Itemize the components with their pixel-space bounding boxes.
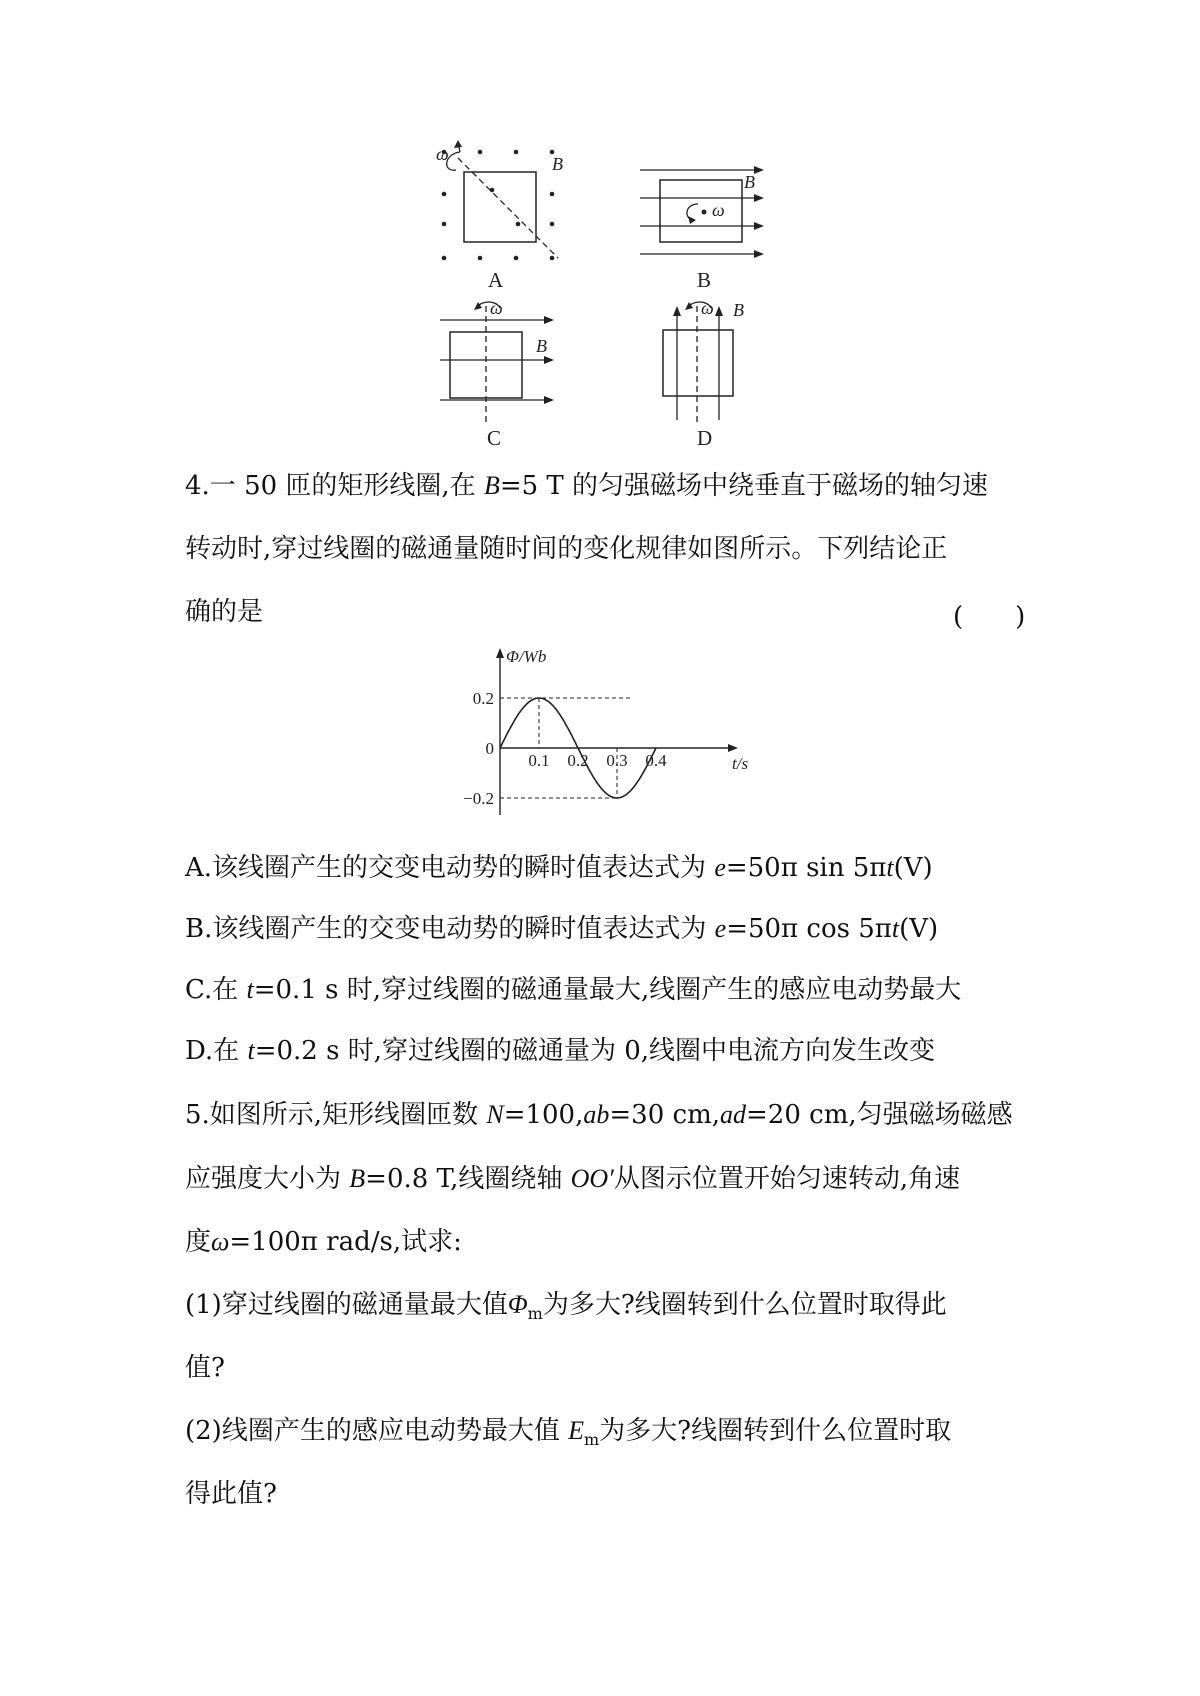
omega-symbol: ω: [712, 200, 725, 220]
answer-bracket: ( ): [953, 602, 1026, 632]
x-tick-label: 0.3: [606, 751, 628, 770]
option-d[interactable]: D.在 t=0.2 s 时,穿过线圈的磁通量为 0,线圈中电流方向发生改变: [185, 1036, 936, 1066]
axis-dot: [702, 210, 707, 215]
figure-c: [430, 300, 560, 425]
q5-stem-line3: 度ω=100π rad/s,试求:: [185, 1227, 462, 1257]
y-axis-arrow: [496, 648, 504, 658]
x-axis-label: t/s: [732, 754, 749, 773]
x-axis-arrow: [728, 744, 738, 752]
option-c[interactable]: C.在 t=0.1 s 时,穿过线圈的磁通量最大,线圈产生的感应电动势最大: [185, 975, 962, 1005]
q5-part2-line2: 得此值?: [185, 1479, 277, 1509]
x-tick-label: 0.4: [645, 751, 667, 770]
q4-stem-line1: 4.一 50 匝的矩形线圈,在 B=5 T 的匀强磁场中绕垂直于磁场的轴匀速: [185, 471, 989, 501]
rotation-axis: [458, 158, 558, 258]
q5-part2-line1: (2)线圈产生的感应电动势最大值 $E_m$为多大?线圈转到什么位置时取: [185, 1416, 952, 1450]
coil: [663, 330, 733, 396]
q4-stem-line3: 确的是: [185, 597, 264, 627]
y-tick-label: −0.2: [463, 789, 494, 808]
figure-label-d: D: [697, 426, 713, 450]
figure-label-c: C: [487, 426, 502, 450]
q5-stem-line1: 5.如图所示,矩形线圈匝数 N=100,ab=30 cm,ad=20 cm,匀强磁场磁感: [185, 1100, 1013, 1130]
figure-b: [640, 158, 770, 268]
field-dots: [442, 150, 555, 261]
figure-a: [430, 140, 570, 280]
field-symbol: B: [733, 300, 744, 320]
y-axis-label: Φ/Wb: [506, 647, 547, 666]
figure-label-a: A: [488, 268, 504, 292]
omega-symbol: ω: [701, 300, 714, 318]
option-b[interactable]: B.该线圈产生的交变电动势的瞬时值表达式为 e=50π cos 5πt(V): [185, 914, 939, 944]
field-symbol: B: [744, 172, 755, 192]
figure-label-b: B: [697, 268, 712, 292]
q5-part1-line2: 值?: [185, 1353, 225, 1383]
q5-part1-line1: (1)穿过线圈的磁通量最大值$\Phi_m$为多大?线圈转到什么位置时取得此: [185, 1290, 947, 1324]
coil: [660, 180, 742, 242]
omega-symbol: ω: [490, 300, 503, 318]
y-tick-label: 0: [485, 739, 494, 758]
option-a[interactable]: A.该线圈产生的交变电动势的瞬时值表达式为 e=50π sin 5πt(V): [185, 853, 933, 883]
flux-chart: [440, 645, 760, 820]
x-tick-label: 0.1: [528, 751, 550, 770]
q5-stem-line2: 应强度大小为 B=0.8 T,线圈绕轴 OO′从图示位置开始匀速转动,角速: [185, 1164, 961, 1194]
figure-d: [655, 300, 765, 425]
omega-symbol: ω: [436, 144, 449, 164]
field-symbol: B: [552, 154, 563, 174]
q4-stem-line2: 转动时,穿过线圈的磁通量随时间的变化规律如图所示。下列结论正: [185, 534, 948, 564]
x-tick-label: 0.2: [567, 751, 589, 770]
field-symbol: B: [536, 336, 547, 356]
y-tick-label: 0.2: [472, 689, 494, 708]
coil: [464, 172, 536, 242]
